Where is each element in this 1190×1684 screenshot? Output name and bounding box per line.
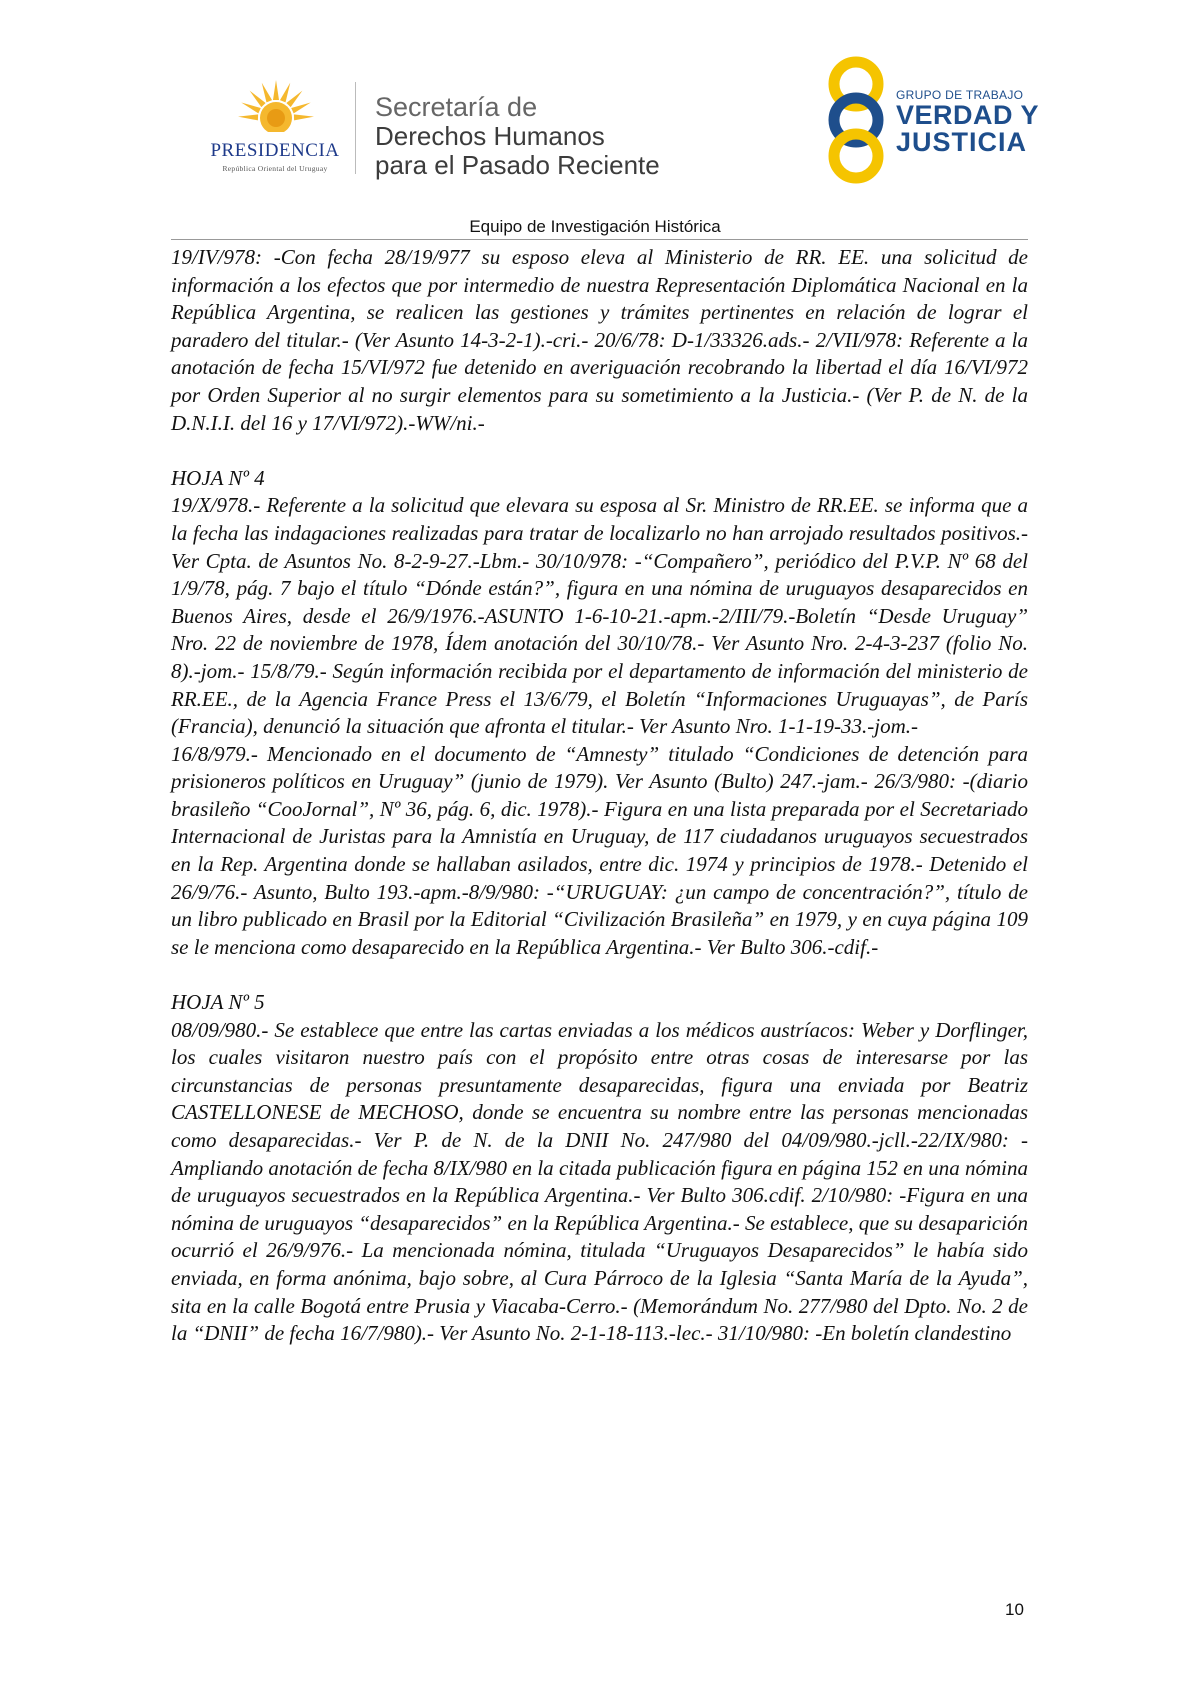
paragraph: 19/IV/978: -Con fecha 28/19/977 su esposo eleva al Ministerio de RR. EE. una solicitud de información a los efectos que por intermedio de nuestra Representación Diplomática Nacional en la República Argentina, se realicen las gestiones y trámites pertinentes en relación de lograr el paradero del titular.- (Ver Asunto 14-3-2-1).-cri.- 20/6/78: D-1/33326.ads.- 2/VII/978: Referente a la anotación de fecha 15/VI/972 fue detenido en averiguación recobrando la libertad el día 16/VI/972 por Orden Superior al no surgir elementos para su sometimiento a la Justicia.- (Ver P. de N. de la D.N.I.I. del 16 y 17/VI/972).-WW/ni.- <box>171 245 1028 435</box>
presidencia-logo <box>195 78 355 178</box>
presidencia-name: PRESIDENCIA <box>210 140 340 161</box>
secretaria-line-1: Secretaría de <box>375 92 538 122</box>
section-heading: HOJA Nº 5 <box>171 990 265 1015</box>
secretaria-line-2: Derechos Humanos <box>375 121 605 151</box>
sun-icon <box>231 78 321 142</box>
verdad-y-justicia-logo <box>820 54 1060 184</box>
paragraph: 19/X/978.- Referente a la solicitud que elevara su esposa al Sr. Ministro de RR.EE. se informa que a la fecha las indagaciones realizadas para tratar de localizarlo no han arrojado resultados positivos.- Ver Cpta. de Asuntos No. 8-2-9-27.-Lbm.- 30/10/978: -“Compañero”, periódico del P.V.P. Nº 68 del 1/9/78, pág. 7 bajo el título “Dónde están?”, figura en una nómina de uruguayos desaparecidos en Buenos Aires, desde el 26/9/1976.-ASUNTO 1-6-10-21.-apm.-2/III/79.-Boletín “Desde Uruguay” Nro. 22 de noviembre de 1978, Ídem anotación del 30/10/78.- Ver Asunto Nro. 2-4-3-237 (folio No. 8).-jom.- 15/8/79.- Según información recibida por el departamento de información del ministerio de RR.EE., de la Agencia France Press el 13/6/79, el Boletín “Informaciones Uruguayas”, de París (Francia), denunció la situación que afronta el titular.- Ver Asunto Nro. 1-1-19-33.-jom.- <box>171 493 1028 739</box>
document-body <box>171 244 1028 1348</box>
header-rule <box>171 239 1028 240</box>
section-heading: HOJA Nº 4 <box>171 465 265 490</box>
paragraph: 16/8/979.- Mencionado en el documento de “Amnesty” titulado “Condiciones de detención para prisioneros políticos en Uruguay” (junio de 1979). Ver Asunto (Bulto) 247.-jam.- 26/3/980: -(diario brasileño “CooJornal”, Nº 36, pág. 6, dic. 1978).- Figura en una lista preparada por el Secretariado Internacional de Juristas para la Amnistía en Uruguay, de 117 ciudadanos uruguayos secuestrados en la Rep. Argentina donde se hallaban asilados, entre dic. 1974 y principios de 1978.- Detenido el 26/9/76.- Asunto, Bulto 193.-apm.-8/9/980: -“URUGUAY: ¿un campo de concentración?”, título de un libro publicado en Brasil por la Editorial “Civilización Brasileña” en 1979, y en cuya página 109 se le menciona como desaparecido en la República Argentina.- Ver Bulto 306.-cdif.- <box>171 741 1028 959</box>
secretaria-line-3: para el Pasado Reciente <box>375 150 660 180</box>
paragraph: 08/09/980.- Se establece que entre las cartas enviadas a los médicos austríacos: Weber y Dorflinger, los cuales visitaron nuestro país con el propósito entre otras cosas de interesarse por las circunstancias de personas presuntamente desaparecidas, figura una enviada por Beatriz CASTELLONESE de MECHOSO, donde se encuentra su nombre entre las personas mencionadas como desaparecidas.- Ver P. de N. de la DNII No. 247/980 del 04/09/980.-jcll.-22/IX/980: -Ampliando anotación de fecha 8/IX/980 en la citada publicación figura en página 152 en una nómina de uruguayos secuestrados en la República Argentina.- Ver Bulto 306.cdif. 2/10/980: -Figura en una nómina de uruguayos “desaparecidos” en la República Argentina.- Se establece, que su desaparición ocurrió el 26/9/976.- La mencionada nómina, titulada “Uruguayos Desaparecidos” le había sido enviada, en forma anónima, bajo sobre, al Cura Párroco de la Iglesia “Santa María de la Ayuda”, sita en la calle Bogotá entre Prusia y Viacaba-Cerro.- (Memorándum No. 277/980 del Dpto. No. 2 de la “DNII” de fecha 16/7/980).- Ver Asunto No. 2-1-18-113.-lec.- 31/10/980: -En boletín clandestino <box>171 1017 1028 1346</box>
header-divider <box>355 82 356 174</box>
vyj-line-2: VERDAD Y <box>896 100 1040 130</box>
presidencia-subtitle: República Oriental del Uruguay <box>222 164 328 173</box>
page-number: 10 <box>1005 1600 1024 1619</box>
vyj-line-3: JUSTICIA <box>896 127 1028 157</box>
paragraph-gap <box>171 437 1028 465</box>
paragraph-gap <box>171 961 1028 989</box>
page-header <box>0 0 1190 200</box>
secretaria-logo-text <box>375 92 660 180</box>
team-title: Equipo de Investigación Histórica <box>469 217 721 236</box>
vyj-line-1: GRUPO DE TRABAJO <box>896 88 1024 102</box>
interlocked-rings-icon <box>820 54 892 184</box>
verdad-y-justicia-text <box>896 88 1039 156</box>
